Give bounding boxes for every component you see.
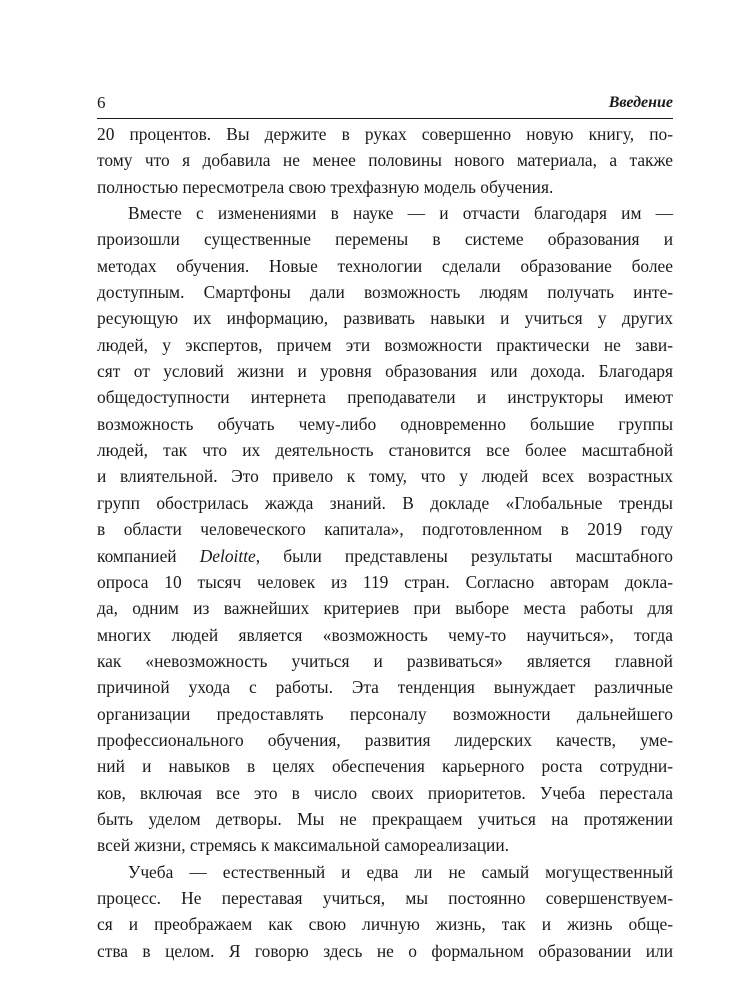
text-line: возможность обучать чему-либо одновременно большие группы	[97, 413, 673, 434]
text-line: полностью пересмотрела свою трехфазную модель обучения.	[97, 176, 554, 197]
text-line: ков, включая все это в число своих приоритетов. Учеба перестала	[97, 782, 673, 803]
text-fragment: , были представлены результаты масштабного	[255, 545, 673, 566]
company-name: Deloitte	[199, 545, 256, 566]
section-title: Введение	[608, 94, 673, 111]
text-fragment: компанией	[97, 545, 200, 566]
text-line: в области человеческого капитала», подготовленном в 2019 году	[97, 519, 673, 540]
page-number: 6	[97, 93, 106, 112]
text-line: и влиятельной. Это привело к тому, что у людей всех возрастных	[97, 466, 673, 487]
paragraph-2	[97, 200, 673, 859]
text-line: причиной ухода с работы. Эта тенденция вынуждает различные	[97, 677, 673, 698]
text-line: процесс. Не переставая учиться, мы постоянно совершенствуем-	[97, 887, 673, 908]
text-line-with-italic	[97, 543, 673, 569]
running-header	[97, 92, 673, 119]
text-line: всей жизни, стремясь к максимальной самореализации.	[97, 835, 510, 856]
text-line: людей, у экспертов, причем эти возможности практически не зави-	[97, 334, 673, 355]
text-line: 20 процентов. Вы держите в руках совершенно новую книгу, по-	[97, 124, 673, 144]
text-line: многих людей является «возможность чему-то научиться», тогда	[97, 624, 673, 645]
text-line: групп обострилась жажда знаний. В докладе «Глобальные тренды	[97, 492, 673, 513]
text-line: быть уделом детворы. Мы не прекращаем учиться на протяжении	[97, 808, 673, 829]
text-line: ний и навыков в целях обеспечения карьерного роста сотрудни-	[97, 756, 673, 777]
paragraph-3	[97, 859, 673, 964]
paragraph-1	[97, 121, 673, 200]
text-line: общедоступности интернета преподаватели и инструкторы имеют	[97, 387, 673, 408]
text-line: Учеба — естественный и едва ли не самый могущественный	[128, 861, 673, 882]
text-line: ства в целом. Я говорю здесь не о формальном образовании или	[97, 940, 673, 961]
text-line: организации предоставлять персоналу возможности дальнейшего	[97, 703, 673, 724]
text-line: как «невозможность учиться и развиваться» является главной	[97, 650, 673, 671]
body-text	[97, 121, 673, 964]
text-line: профессионального обучения, развития лидерских качеств, уме-	[97, 729, 673, 750]
text-line: ся и преображаем как свою личную жизнь, так и жизнь обще-	[97, 914, 673, 935]
text-line: людей, так что их деятельность становится все более масштабной	[97, 440, 673, 461]
text-line: методах обучения. Новые технологии сделали образование более	[97, 255, 673, 276]
text-line: опроса 10 тысяч человек из 119 стран. Согласно авторам докла-	[97, 571, 673, 592]
text-line: да, одним из важнейших критериев при выборе места работы для	[97, 598, 673, 619]
text-line: тому что я добавила не менее половины нового материала, а также	[97, 150, 673, 171]
text-line: ресующую их информацию, развивать навыки и учиться у других	[97, 308, 673, 329]
text-line: произошли существенные перемены в системе образования и	[97, 229, 673, 250]
text-line: доступным. Смартфоны дали возможность людям получать инте-	[97, 282, 673, 303]
text-line: сят от условий жизни и уровня образования или дохода. Благодаря	[97, 361, 673, 382]
text-line: Вместе с изменениями в науке — и отчасти благодаря им —	[128, 203, 673, 224]
